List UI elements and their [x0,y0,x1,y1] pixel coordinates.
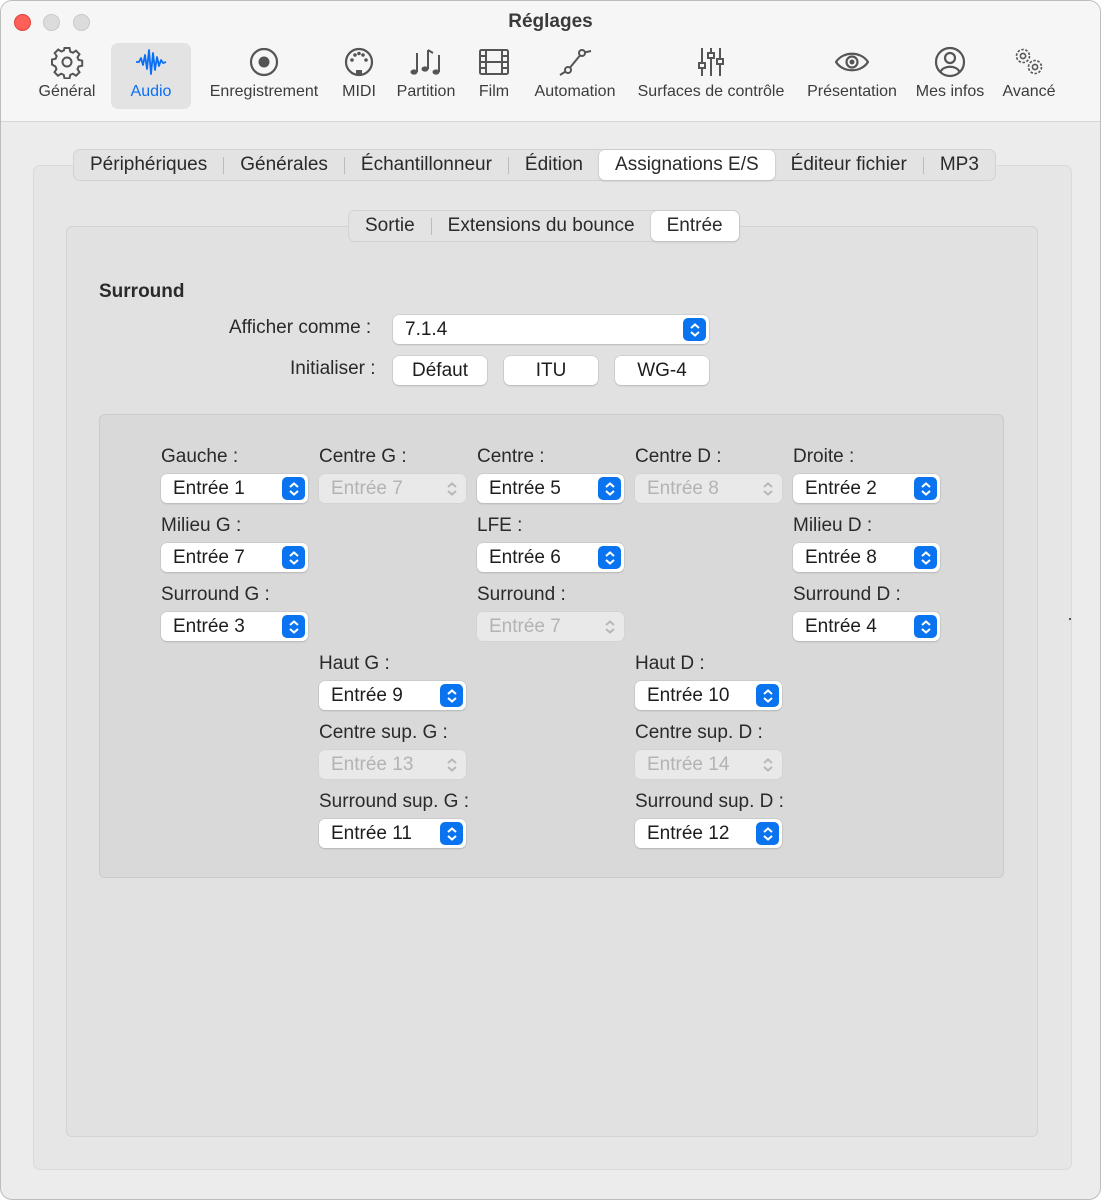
channel-label-centre: Centre : [477,446,545,467]
music-notes-icon [406,43,446,81]
channel-label-centre-sup-d: Centre sup. D : [635,722,763,743]
channel-label-centre-sup-g: Centre sup. G : [319,722,448,743]
channel-label-haut-d: Haut D : [635,653,705,674]
channel-value: Entrée 5 [489,478,561,499]
chevron-updown-icon [914,615,937,638]
channel-label-surround-d: Surround D : [793,584,901,605]
channel-popup-droite[interactable] [793,474,940,503]
toolbar-item-label: Partition [396,83,456,100]
gears-icon [1009,43,1049,81]
chevron-updown-icon [598,546,621,569]
channel-label-milieu-g: Milieu G : [161,515,242,536]
channel-label-surround-sup-g: Surround sup. G : [319,791,469,812]
subtab-bar [348,210,740,242]
channel-value: Entrée 10 [647,685,730,706]
channel-label-lfe: LFE : [477,515,523,536]
toolbar-item-label: Automation [534,83,616,100]
midi-connector-icon [339,43,379,81]
channel-label-surround-sup-d: Surround sup. D : [635,791,784,812]
initialiser-label: Initialiser : [290,358,376,379]
tab-mp3[interactable]: MP3 [939,154,979,175]
channel-popup-haut-d[interactable] [635,681,782,710]
toolbar-item-label: Présentation [807,83,897,100]
chevron-updown-icon [440,477,463,500]
chevron-updown-icon [683,318,706,341]
gear-icon [47,43,87,81]
channel-popup-haut-g[interactable] [319,681,466,710]
chevron-updown-icon [282,477,305,500]
channel-popup-gauche[interactable] [161,474,308,503]
subtab-sortie[interactable]: Sortie [365,215,415,236]
channel-popup-surround [477,612,624,641]
toolbar-item-midi[interactable] [337,43,381,109]
channel-label-surround: Surround : [477,584,566,605]
itu-button[interactable]: ITU [504,356,598,385]
channel-popup-centre[interactable] [477,474,624,503]
toolbar-item-label: Mes infos [915,83,985,100]
afficher-comme-label: Afficher comme : [229,317,372,338]
channel-value: Entrée 14 [647,754,730,775]
chevron-updown-icon [440,753,463,776]
toolbar-item-label: Enregistrement [209,83,319,100]
toolbar-item-film[interactable] [469,43,519,109]
channel-label-surround-g: Surround G : [161,584,270,605]
faders-icon [691,43,731,81]
toolbar-item-label: Général [38,83,96,100]
channel-popup-centre-g [319,474,466,503]
channel-value: Entrée 9 [331,685,403,706]
channel-popup-surround-d[interactable] [793,612,940,641]
channel-label-centre-d: Centre D : [635,446,722,467]
chevron-updown-icon [756,477,779,500]
window-title: Réglages [508,11,593,32]
afficher-comme-value: 7.1.4 [405,319,448,340]
channel-popup-milieu-d[interactable] [793,543,940,572]
channel-label-gauche: Gauche : [161,446,239,467]
channel-value: Entrée 4 [805,616,877,637]
channel-value: Entrée 11 [331,823,412,844]
tab-generales[interactable]: Générales [240,154,328,175]
afficher-comme-popup[interactable] [393,315,709,344]
subtab-extensions-bounce[interactable]: Extensions du bounce [447,215,635,236]
person-icon [930,43,970,81]
chevron-updown-icon [440,684,463,707]
chevron-updown-icon [914,546,937,569]
channel-value: Entrée 13 [331,754,414,775]
channel-popup-surround-sup-g[interactable] [319,819,466,848]
toolbar [1,1,1100,122]
channel-popup-surround-g[interactable] [161,612,308,641]
channel-popup-centre-sup-d [635,750,782,779]
channel-value: Entrée 3 [173,616,245,637]
channel-value: Entrée 7 [173,547,245,568]
toolbar-item-audio[interactable] [111,43,191,109]
channel-popup-centre-sup-g [319,750,466,779]
channel-label-centre-g: Centre G : [319,446,407,467]
chevron-updown-icon [440,822,463,845]
toolbar-item-display[interactable] [801,43,903,109]
channel-value: Entrée 1 [173,478,245,499]
toolbar-item-automation[interactable] [529,43,621,109]
toolbar-item-label: Film [478,83,510,100]
toolbar-item-my-info[interactable] [909,43,991,109]
toolbar-item-control-surfaces[interactable] [629,43,793,109]
record-icon [244,43,284,81]
channel-label-haut-g: Haut G : [319,653,390,674]
film-icon [474,43,514,81]
channel-label-droite: Droite : [793,446,855,467]
channel-label-milieu-d: Milieu D : [793,515,873,536]
tab-echantillonneur[interactable]: Échantillonneur [360,154,492,175]
channel-value: Entrée 8 [647,478,719,499]
channel-popup-surround-sup-d[interactable] [635,819,782,848]
chevron-updown-icon [282,615,305,638]
channel-value: Entrée 7 [331,478,403,499]
defaut-button[interactable]: Défaut [393,356,487,385]
surround-section-title: Surround [99,281,185,302]
toolbar-item-label: Avancé [1002,83,1056,100]
tab-editeur-fichier[interactable]: Éditeur fichier [790,154,907,175]
tab-edition[interactable]: Édition [524,154,584,175]
channel-popup-centre-d [635,474,782,503]
chevron-updown-icon [598,615,621,638]
channel-popup-lfe[interactable] [477,543,624,572]
channel-value: Entrée 12 [647,823,730,844]
toolbar-item-score[interactable] [391,43,461,109]
subtab-entree[interactable]: Entrée [651,211,739,241]
tab-assignations-es[interactable]: Assignations E/S [599,150,775,180]
channel-value: Entrée 6 [489,547,561,568]
waveform-icon [131,43,171,81]
channel-value: Entrée 8 [805,547,877,568]
toolbar-item-label: Audio [130,83,172,100]
eye-icon [832,43,872,81]
channel-value: Entrée 7 [489,616,561,637]
chevron-updown-icon [756,684,779,707]
toolbar-item-advanced[interactable] [997,43,1061,109]
channel-value: Entrée 2 [805,478,877,499]
tab-peripheriques[interactable]: Périphériques [90,154,208,175]
automation-curve-icon [555,43,595,81]
chevron-updown-icon [598,477,621,500]
toolbar-item-label: Surfaces de contrôle [637,83,785,100]
toolbar-item-recording[interactable] [201,43,327,109]
toolbar-item-general[interactable] [31,43,103,109]
wg4-button[interactable]: WG-4 [615,356,709,385]
chevron-updown-icon [914,477,937,500]
chevron-updown-icon [756,753,779,776]
tab-bar [73,149,996,181]
chevron-updown-icon [756,822,779,845]
toolbar-item-label: MIDI [342,83,376,100]
chevron-updown-icon [282,546,305,569]
channel-popup-milieu-g[interactable] [161,543,308,572]
stray-dot [1069,618,1071,620]
